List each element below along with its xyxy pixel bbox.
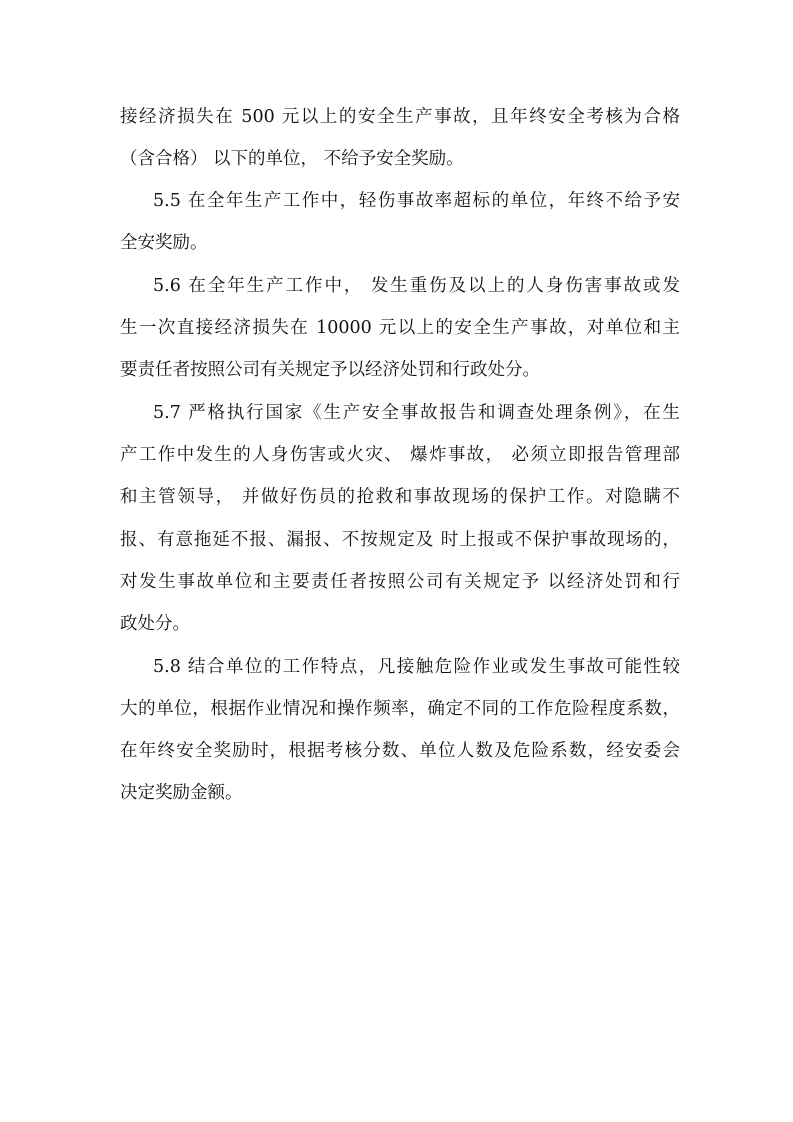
- text-line: 政处分。: [120, 614, 190, 634]
- text-line: 5.8 结合单位的工作特点，凡接触危险作业或发生事故可能性较: [153, 657, 680, 677]
- text-line: 决定奖励金额。: [120, 783, 243, 803]
- text-line: 全安奖励。: [120, 233, 208, 253]
- text-line: 要责任者按照公司有关规定予以经济处罚和行政处分。: [120, 360, 540, 380]
- text-line: 接经济损失在 500 元以上的安全生产事故，且年终安全考核为合格: [120, 107, 680, 127]
- text-line: 5.7 严格执行国家《生产安全事故报告和调查处理条例》，在生: [153, 403, 680, 423]
- text-line: 报、有意拖延不报、漏报、不按规定及 时上报或不保护事故现场的，: [120, 530, 680, 550]
- text-line: 产工作中发生的人身伤害或火灾、 爆炸事故， 必须立即报告管理部: [120, 445, 680, 465]
- text-line: 在年终安全奖励时，根据考核分数、单位人数及危险系数，经安委会: [120, 741, 680, 761]
- text-line: 和主管领导， 并做好伤员的抢救和事故现场的保护工作。对隐瞒不: [120, 487, 680, 507]
- text-line: 5.5 在全年生产工作中，轻伤事故率超标的单位，年终不给予安: [153, 191, 680, 211]
- text-line: 5.6 在全年生产工作中， 发生重伤及以上的人身伤害事故或发: [153, 276, 680, 296]
- text-line: 生一次直接经济损失在 10000 元以上的安全生产事故，对单位和主: [120, 318, 680, 338]
- text-line: 对发生事故单位和主要责任者按照公司有关规定予 以经济处罚和行: [120, 572, 680, 592]
- text-line: 大的单位，根据作业情况和操作频率，确定不同的工作危险程度系数，: [120, 699, 680, 719]
- text-line: （含合格） 以下的单位， 不给予安全奖励。: [120, 149, 464, 169]
